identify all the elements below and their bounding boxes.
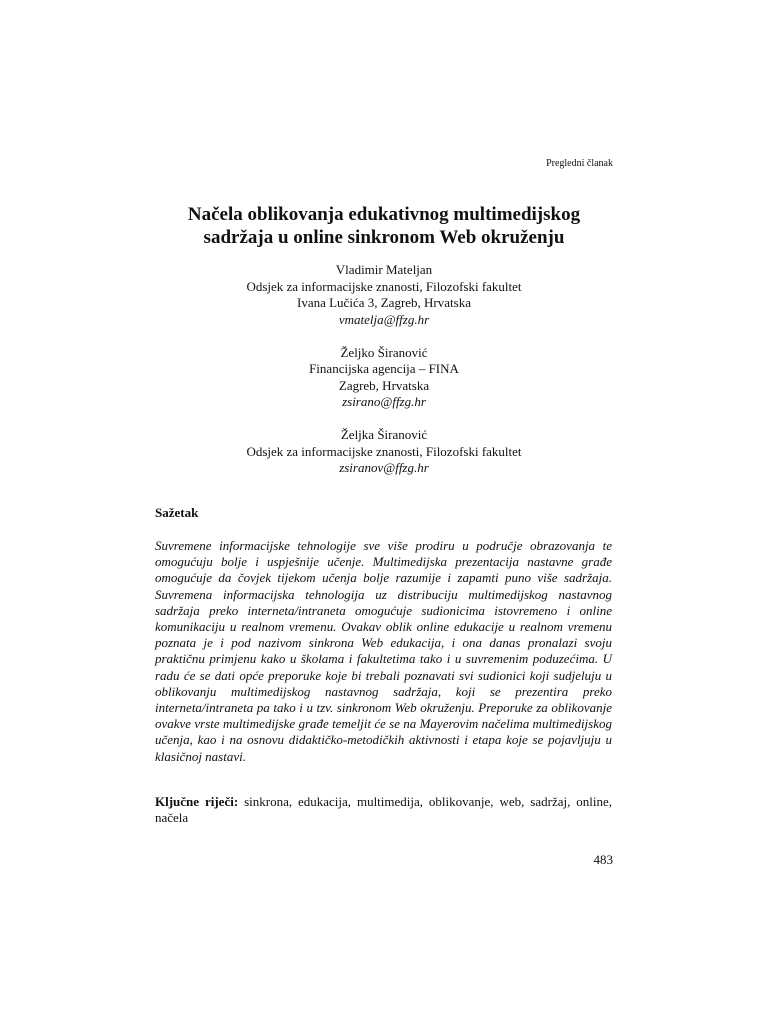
author-list xyxy=(150,262,618,493)
author-email[interactable]: zsiranov@ffzg.hr xyxy=(339,460,429,475)
title-line-1: Načela oblikovanja edukativnog multimedijskog xyxy=(187,204,581,225)
author-email[interactable]: zsirano@ffzg.hr xyxy=(342,394,426,409)
abstract-heading: Sažetak xyxy=(155,505,199,520)
author-affiliation: Odsjek za informacijske znanosti, Filozofski fakultet xyxy=(246,443,522,459)
abstract-text: Suvremene informacijske tehnologije sve više prodiru u područje obrazovanja te omogućuju bolje i uspješnije učenje. Multimedijska prezentacija nastavne građe omogućuje da čovjek tijekom učenja bolje razumije i zapamti puno više sadržaja. Suvremena informacijska tehnologija uz distribuciju multimedijskog nastavnog sadržaja preko interneta/intraneta omogućuje sudionicima istovremeno i online komunikaciju u realnom vremenu. Ovakav oblik online edukacije u realnom vremenu poznata je i pod nazivom sinkrona Web edukacija, i ona danas pronalazi svoju praktičnu primjenu kako u školama i fakultetima tako i u suvremenim poduzećima. U radu će se dati opće preporuke koje bi trebali poznavati svi sudionici koji sudjeluju u oblikovanju multimedijskog nastavnog sadržaja, koji se prezentira preko interneta/intraneta pa tako i u tzv. sinkronom Web okruženju. Preporuke za oblikovanje ovakve vrste multimedijske građe temeljit će se na Mayerovim načelima multimedijskog učenja, kao i na osnovu didaktičko-metodičkih aktivnosti i etapa koje se pojavljuju u klasičnoj nastavi. xyxy=(155,538,612,764)
article-type-label: Pregledni članak xyxy=(546,158,613,169)
author-affiliation: Financijska agencija – FINA xyxy=(309,361,459,376)
keywords-label: Ključne riječi: xyxy=(155,794,239,809)
author-name: Željka Širanović xyxy=(340,427,428,442)
author-block xyxy=(150,345,618,411)
author-address: Zagreb, Hrvatska xyxy=(338,377,430,393)
author-block xyxy=(150,427,618,477)
author-address: Ivana Lučića 3, Zagreb, Hrvatska xyxy=(297,295,471,310)
page-number: 483 xyxy=(593,852,613,867)
paper-title xyxy=(120,203,648,249)
title-line-2: sadržaja u online sinkronom Web okruženju xyxy=(203,227,565,248)
author-affiliation: Odsjek za informacijske znanosti, Filozofski fakultet xyxy=(246,278,522,294)
keywords-text: sinkrona, edukacija, multimedija, oblikovanje, web, sadržaj, online, načela xyxy=(155,794,612,826)
author-block xyxy=(150,262,618,328)
author-email[interactable]: vmatelja@ffzg.hr xyxy=(338,311,430,327)
keywords xyxy=(155,794,612,826)
author-name: Željko Širanović xyxy=(340,344,428,360)
author-name: Vladimir Mateljan xyxy=(335,262,433,277)
